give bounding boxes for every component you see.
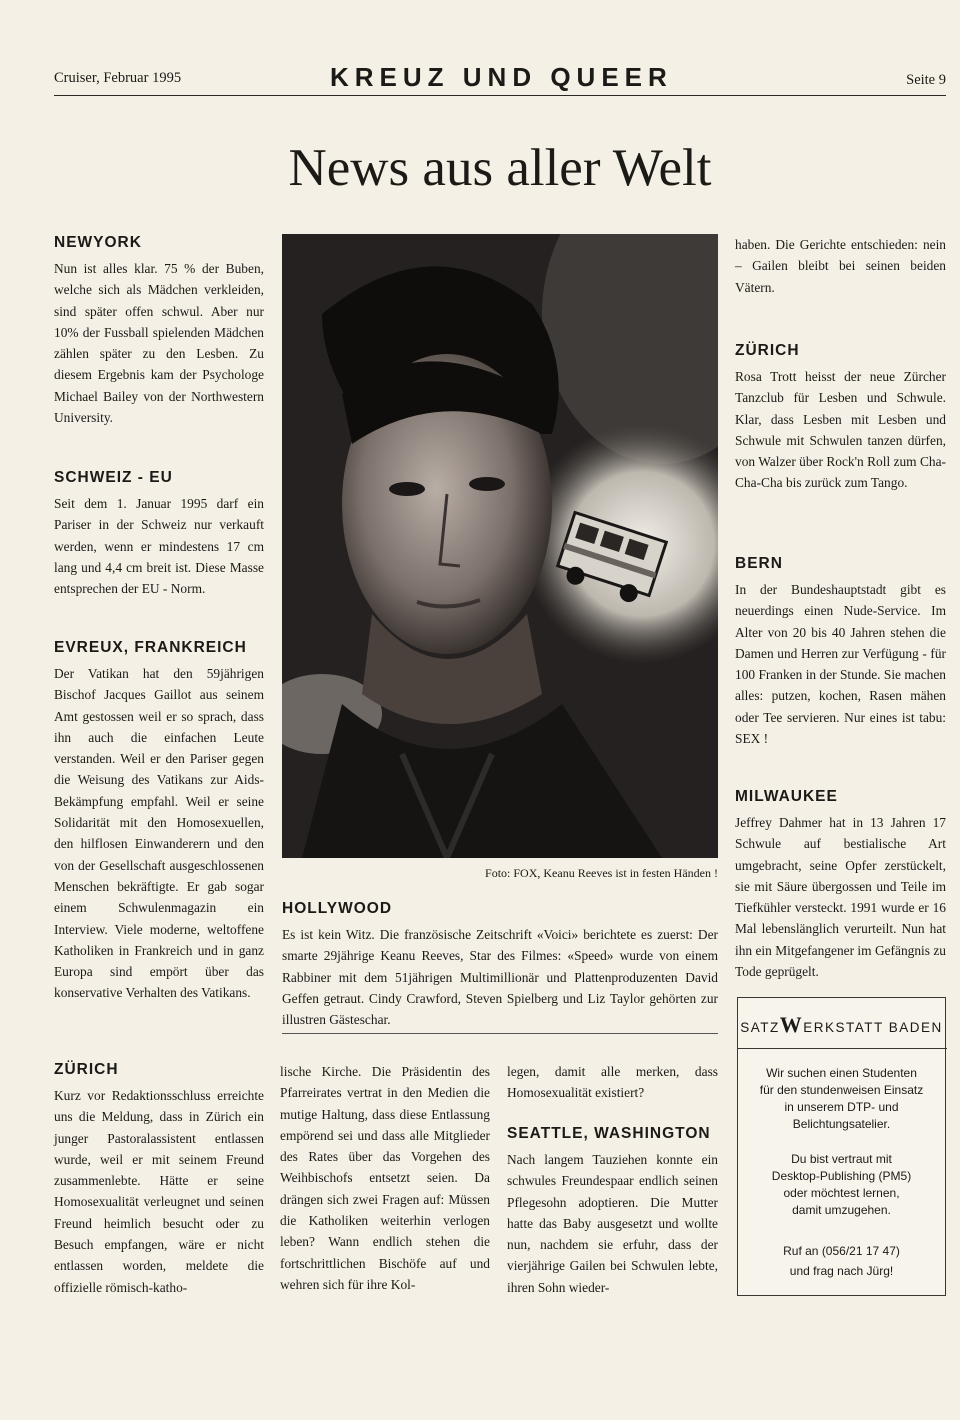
article-body-col3: legen, damit alle merken, dass Homosexualität existiert?	[507, 1064, 718, 1101]
article-body: Der Vatikan hat den 59jährigen Bischof Jacques Gaillot aus seinem Amt gestossen weil er so sprach, dass ihn auch die einfachen Leute verstanden. Weil er den Pariser gegen die Weisung des Vatikans zur Aids-Bekämpfung empfahl. Weil er seine Solidarität mit den Homosexuellen, den hilflosen Einwanderern und den von der Gesellschaft ausgeschlossenen Menschen bekräftigte. Er gab sogar einem Schwulenmagazin ein Interview. Viele moderne, weltoffene Katholiken in Frankreich und in ganz Europa sind empört über das konservative Verhalten des Vatikans.	[54, 666, 264, 1001]
article-heading: HOLLYWOOD	[282, 900, 393, 917]
ad-contact: Ruf an (056/21 17 47) und frag nach Jürg!	[783, 1244, 900, 1278]
article-body-col2: lische Kirche. Die Präsidentin des Pfarreirates vertrat in den Medien die mutige Haltung, dass diese Entlassung empörend sei und dass alle Mitglieder des Rates über das Vorgehen des Weihbischofs entsetzt seien. Da drängen sich zwei Fragen auf: Müssen die Katholiken weiterhin verlogen leben? Wann endlich stehen die fortschrittlichen Bischöfe auf und wehren sich für ihre Kol-	[280, 1064, 490, 1292]
header-rule	[54, 95, 946, 96]
ad-title: SATZWERKSTATT BADEN	[740, 1012, 943, 1037]
photo-illustration	[282, 234, 718, 858]
ad-job-description: Wir suchen einen Studenten für den stundenweisen Einsatz in unserem DTP- und Belichtungsatelier.	[759, 1066, 924, 1131]
article-heading: ZÜRICH	[735, 342, 800, 359]
article-body: Seit dem 1. Januar 1995 darf ein Pariser in der Schweiz nur verkauft werden, wenn er mindestens 17 cm lang und 4,4 cm breit ist. Diese Masse entsprechen der EU - Norm.	[54, 496, 264, 597]
article-heading: MILWAUKEE	[735, 788, 838, 805]
ad-divider	[738, 1048, 947, 1049]
article-seattle-continued	[735, 234, 946, 298]
article-heading: BERN	[735, 555, 783, 572]
article-bern	[735, 555, 946, 749]
article-body: haben. Die Gerichte entschieden: nein – Gailen bleibt bei seinen beiden Vätern.	[735, 237, 946, 295]
article-body: Jeffrey Dahmer hat in 13 Jahren 17 Schwule auf bestialische Art umgebracht, seine Opfer zerstückelt, sie mit Säure übergossen und Teile im Tiefkühler versteckt. 1991 wurde er 16 Mal lebenslänglich verurteilt. Nun hat ihn ein Mitgefangener im Gefängnis zu Tode geprügelt.	[735, 815, 946, 980]
article-body: In der Bundeshauptstadt gibt es neuerdings einen Nude-Service. Im Alter von 20 bis 40 Jahren stehen die Damen und Herren zur Verfügung - für 100 Franken in der Stunde. Sie machen alles: putzen, kochen, Rasen mähen oder Tee servieren. Nur eines ist tabu: SEX !	[735, 582, 946, 747]
photo-caption: Foto: FOX, Keanu Reeves ist in festen Händen !	[485, 866, 718, 880]
article-heading: EVREUX, FRANKREICH	[54, 639, 247, 656]
article-zurich-pastoral-col2	[280, 1061, 490, 1295]
article-evreux	[54, 639, 264, 1004]
article-newyork	[54, 234, 264, 428]
satzwerkstatt-ad	[737, 997, 946, 1296]
section-rule	[282, 1033, 718, 1034]
article-zurich-pastoral	[54, 1061, 264, 1298]
article-schweiz	[54, 469, 264, 599]
article-zurich-tanzclub	[735, 342, 946, 494]
article-heading: SEATTLE, WASHINGTON	[507, 1125, 711, 1142]
article-body: Rosa Trott heisst der neue Zürcher Tanzclub für Lesben und Schwule. Klar, dass Lesben mit Lesben und Schwule mit Schwulen tanzen dürfen, von Walzer über Rock'n Roll zum Cha-Cha-Cha bis zurück zum Tango.	[735, 369, 946, 491]
article-milwaukee	[735, 788, 946, 982]
article-seattle	[507, 1125, 718, 1298]
issue-date: Cruiser, Februar 1995	[54, 70, 182, 86]
article-body-col1: Kurz vor Redaktionsschluss erreichte uns die Meldung, dass in Zürich ein junger Pastoralassistent entlassen wurde, weil er mit seinem Freund zusammenlebte. Hätte er seine Homosexualität verleugnet und seinen Freund heimlich besucht oder zu Besuch empfangen, wäre er nicht entlassen worden, meldete die offizielle römisch-katho-	[54, 1088, 264, 1295]
article-heading: ZÜRICH	[54, 1061, 119, 1078]
article-body: Nach langem Tauziehen konnte ein schwules Freundespaar endlich seinen Pflegesohn adoptieren. Die Mutter hatte das Baby ausgesetzt und wollte nun, nachdem sie erfuhr, dass der vierjährige Gailen bei Schwulen lebte, ihren Sohn wieder-	[507, 1152, 718, 1295]
article-body: Nun ist alles klar. 75 % der Buben, welche sich als Mädchen verkleiden, sind später offen schwul. Aber nur 10% der Fussball spielenden Mädchen zählen später zu den Lesben. Zu diesem Ergebnis kam der Psychologe Michael Bailey von der Northwestern University.	[54, 261, 264, 426]
ad-requirements: Du bist vertraut mit Desktop-Publishing (PM5) oder möchtest lernen, damit umzugehen.	[771, 1152, 912, 1217]
article-zurich-pastoral-col3	[507, 1061, 718, 1104]
article-heading: NEWYORK	[54, 234, 142, 251]
keanu-reeves-photo	[282, 234, 718, 858]
article-hollywood	[282, 900, 718, 1030]
page-number: Seite 9	[906, 72, 946, 88]
page-title: News aus aller Welt	[288, 139, 712, 197]
section-title: KREUZ UND QUEER	[330, 62, 673, 92]
article-body: Es ist kein Witz. Die französische Zeitschrift «Voici» berichtete es zuerst: Der smarte 29jährige Keanu Reeves, Star des Filmes: «Speed» wurde von einem Rabbiner mit dem 51jährigen Multimillionär und Plattenproduzenten David Geffen getraut. Cindy Crawford, Steven Spielberg und Liz Taylor gehörten zur illustren Gästeschar.	[282, 927, 718, 1028]
article-heading: SCHWEIZ - EU	[54, 469, 173, 486]
